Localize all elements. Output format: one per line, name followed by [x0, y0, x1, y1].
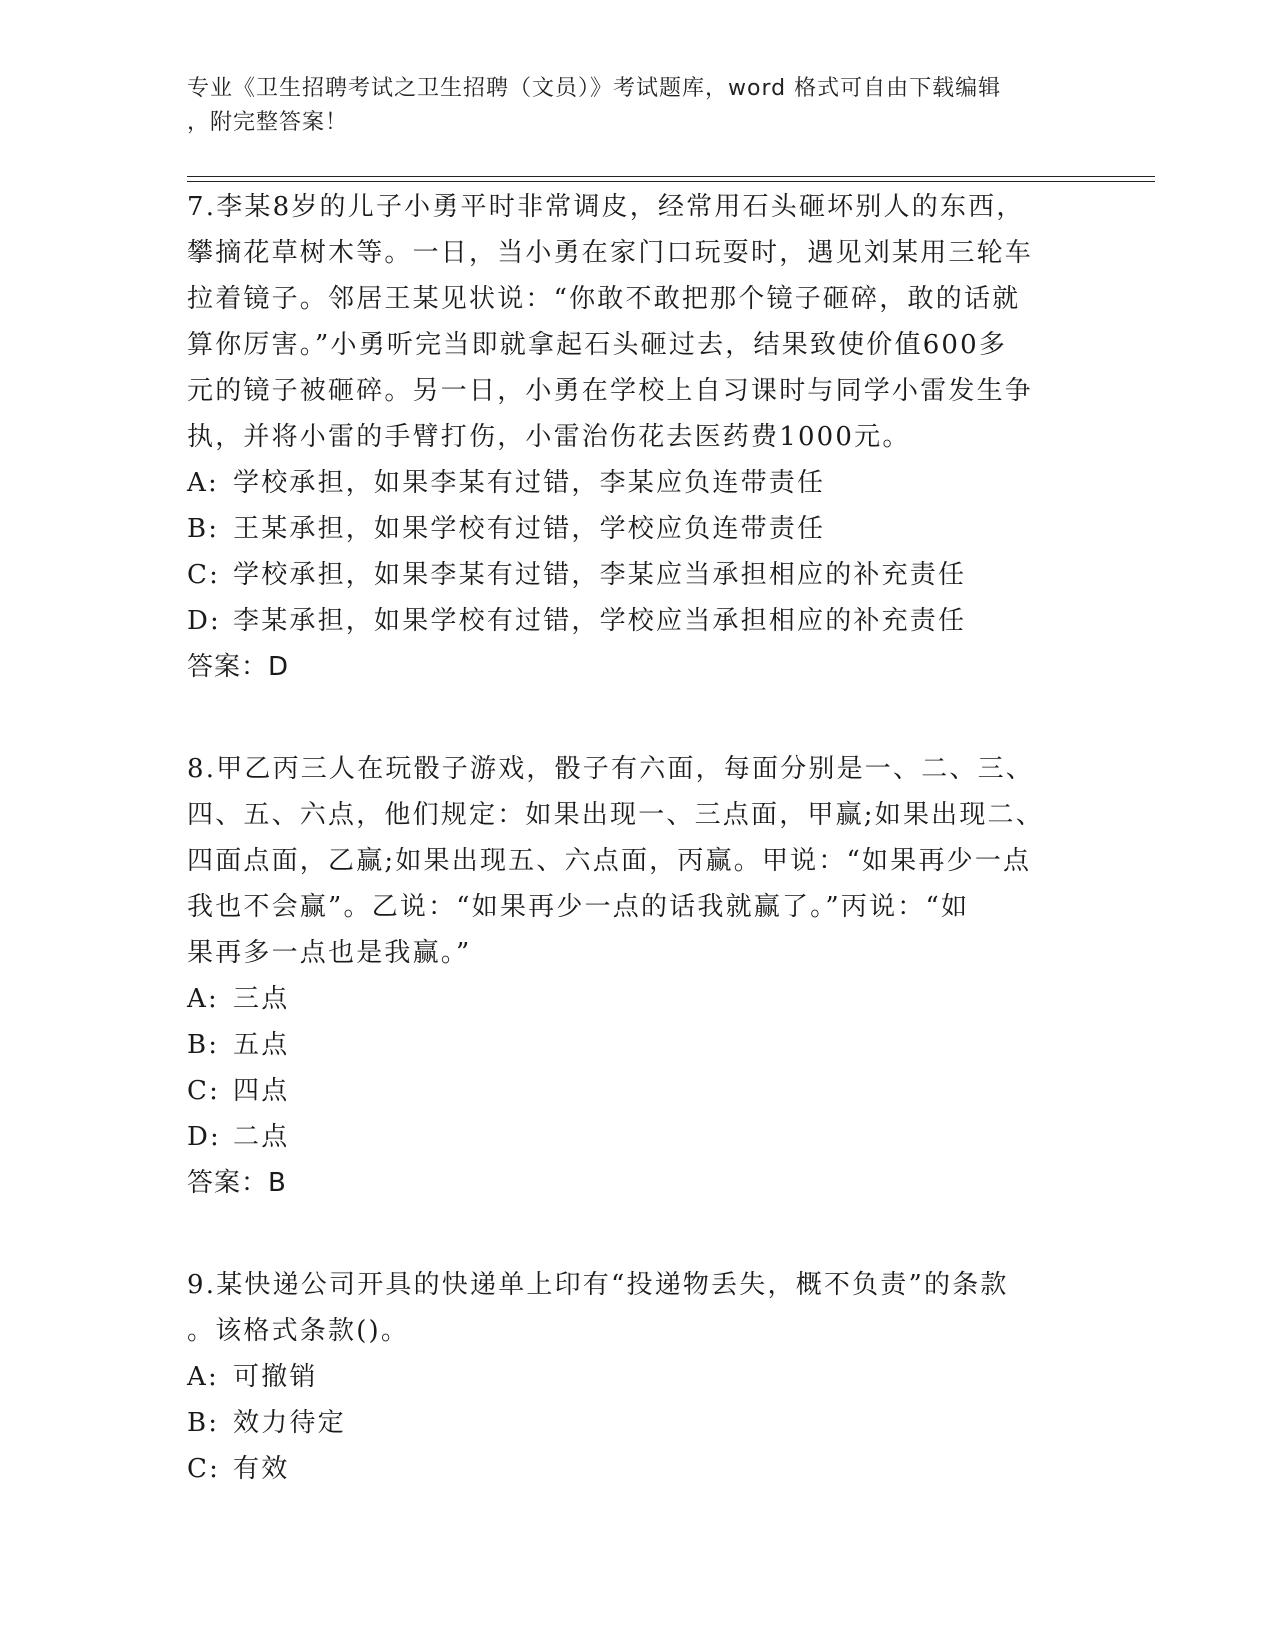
answer-7: 答案：D — [187, 652, 290, 682]
option-c — [187, 1068, 1077, 1114]
option-key: B: — [187, 514, 220, 544]
option-text: 可撤销 — [233, 1362, 318, 1392]
option-text: 学校承担，如果李某有过错，李某应当承担相应的补充责任 — [233, 560, 967, 590]
header-divider-top — [187, 176, 1155, 177]
option-key: D: — [187, 1122, 222, 1152]
option-key: B: — [187, 1030, 220, 1060]
option-text: 王某承担，如果学校有过错，学校应负连带责任 — [233, 514, 826, 544]
option-d — [187, 1114, 1077, 1160]
header-line-2: ，附完整答案！ — [187, 110, 349, 135]
question-line: 9.某快递公司开具的快递单上印有“投递物丢失，概不负责”的条款 — [187, 1270, 1009, 1300]
option-text: 有效 — [233, 1454, 290, 1484]
question-line: 元的镜子被砸碎。另一日，小勇在学校上自习课时与同学小雷发生争 — [187, 376, 1034, 406]
question-line: 果再多一点也是我赢。” — [187, 938, 472, 968]
question-7 — [187, 184, 1077, 690]
option-key: A: — [187, 984, 219, 1014]
question-line: 8.甲乙丙三人在玩骰子游戏，骰子有六面，每面分别是一、二、三、 — [187, 754, 1035, 784]
option-text: 李某承担，如果学校有过错，学校应当承担相应的补充责任 — [233, 606, 967, 636]
option-b — [187, 1400, 1077, 1446]
option-key: C: — [187, 1454, 221, 1484]
option-key: A: — [187, 468, 219, 498]
question-9 — [187, 1262, 1077, 1492]
question-line: 四面点面，乙赢;如果出现五、六点面，丙赢。甲说：“如果再少一点 — [187, 846, 1032, 876]
option-a — [187, 1354, 1077, 1400]
option-b — [187, 1022, 1077, 1068]
question-line: 四、五、六点，他们规定：如果出现一、三点面，甲赢;如果出现二、 — [187, 800, 1044, 830]
question-8 — [187, 746, 1077, 1206]
option-text: 三点 — [233, 984, 290, 1014]
option-text: 效力待定 — [233, 1408, 346, 1438]
option-key: D: — [187, 606, 222, 636]
option-a — [187, 976, 1077, 1022]
option-key: C: — [187, 560, 221, 590]
question-line: 。该格式条款()。 — [187, 1316, 410, 1346]
option-text: 五点 — [233, 1030, 290, 1060]
question-line: 攀摘花草树木等。一日，当小勇在家门口玩耍时，遇见刘某用三轮车 — [187, 238, 1034, 268]
question-8-body — [187, 746, 1077, 976]
option-key: A: — [187, 1362, 219, 1392]
option-a — [187, 460, 1077, 506]
question-line: 我也不会赢”。乙说：“如果再少一点的话我就赢了。”丙说：“如 — [187, 892, 970, 922]
header-divider-bottom — [187, 181, 1155, 182]
option-d — [187, 598, 1077, 644]
option-c — [187, 552, 1077, 598]
question-line: 执，并将小雷的手臂打伤，小雷治伤花去医药费1000元。 — [187, 422, 911, 452]
question-line: 7.李某8岁的儿子小勇平时非常调皮，经常用石头砸坏别人的东西， — [187, 192, 1025, 222]
answer-8: 答案：B — [187, 1168, 287, 1198]
option-text: 学校承担，如果李某有过错，李某应负连带责任 — [233, 468, 826, 498]
document-header — [187, 72, 1077, 140]
option-text: 四点 — [233, 1076, 290, 1106]
option-key: B: — [187, 1408, 220, 1438]
option-c — [187, 1446, 1077, 1492]
question-line: 算你厉害。”小勇听完当即就拿起石头砸过去，结果致使价值600多 — [187, 330, 1008, 360]
option-text: 二点 — [233, 1122, 290, 1152]
header-line-1: 专业《卫生招聘考试之卫生招聘（文员）》考试题库，word 格式可自由下载编辑 — [187, 76, 1002, 101]
option-key: C: — [187, 1076, 221, 1106]
question-list — [187, 184, 1077, 1492]
question-7-body — [187, 184, 1077, 460]
question-line: 拉着镜子。邻居王某见状说：“你敢不敢把那个镜子砸碎，敢的话就 — [187, 284, 1021, 314]
question-9-body — [187, 1262, 1077, 1354]
option-b — [187, 506, 1077, 552]
